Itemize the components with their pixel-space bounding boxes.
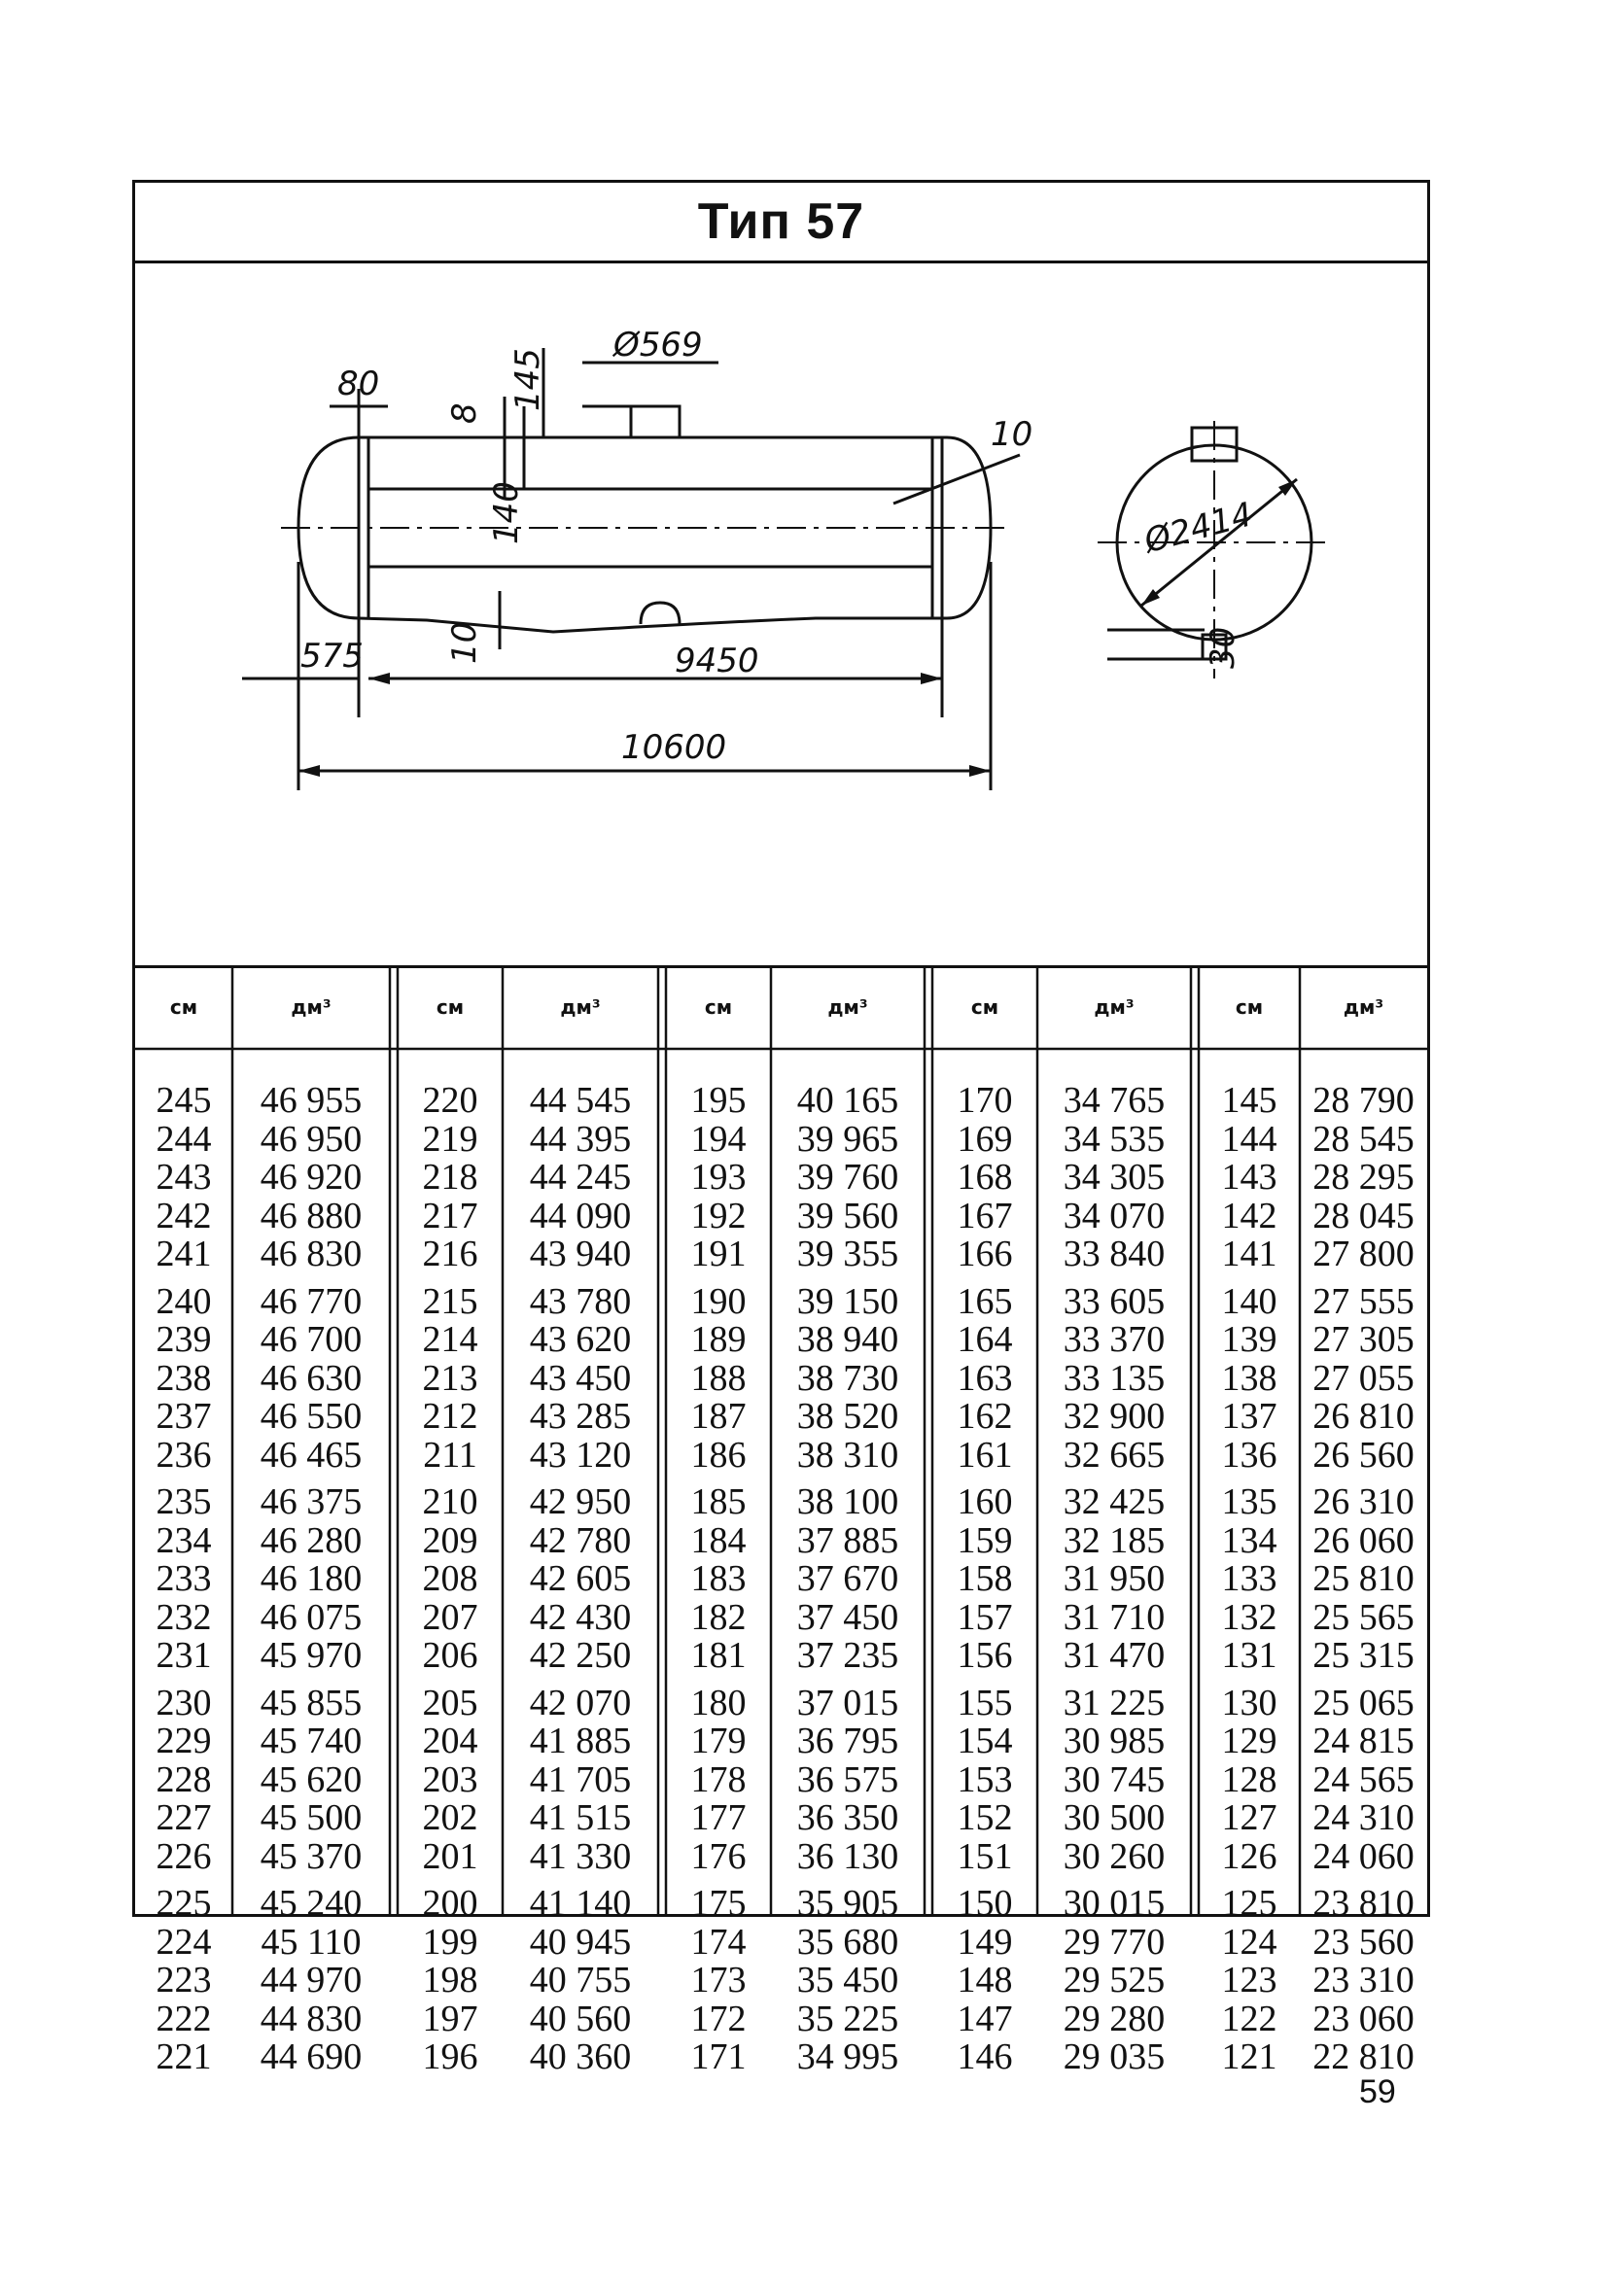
manhole <box>631 406 680 437</box>
volume-cell: 46 630 <box>260 1357 363 1399</box>
height-cell: 203 <box>422 1758 478 1800</box>
height-cell: 136 <box>1221 1434 1277 1476</box>
dim-80: 80 <box>337 365 380 403</box>
volume-cell: 44 245 <box>529 1157 632 1198</box>
height-cell: 174 <box>690 1921 747 1963</box>
volume-cell: 38 940 <box>796 1319 899 1360</box>
volume-cell: 44 970 <box>260 1960 363 2000</box>
dim-manhole-diameter: Ø569 <box>613 326 703 365</box>
height-cell: 171 <box>690 2036 747 2077</box>
height-cell: 195 <box>690 1080 747 1121</box>
height-cell: 198 <box>422 1960 478 2000</box>
height-cell: 192 <box>690 1195 747 1236</box>
height-cell: 126 <box>1221 1835 1277 1877</box>
height-cell: 155 <box>957 1682 1013 1723</box>
column-dm-1 <box>232 1082 390 2086</box>
volume-cell: 35 905 <box>796 1883 899 1924</box>
height-cell: 202 <box>422 1797 478 1838</box>
height-cell: 219 <box>422 1118 478 1160</box>
tank-drawing-svg <box>135 261 1427 965</box>
height-cell: 135 <box>1221 1481 1277 1522</box>
height-cell: 207 <box>422 1596 478 1638</box>
height-cell: 212 <box>422 1396 478 1437</box>
height-cell: 238 <box>156 1357 212 1399</box>
volume-cell: 45 110 <box>261 1921 362 1963</box>
title-row <box>135 183 1427 263</box>
volume-cell: 40 165 <box>796 1080 899 1121</box>
volume-cell: 24 565 <box>1312 1758 1415 1800</box>
height-cell: 133 <box>1221 1558 1277 1599</box>
height-cell: 181 <box>690 1635 747 1676</box>
volume-cell: 42 070 <box>529 1682 632 1723</box>
column-dm-3 <box>771 1082 925 2086</box>
volume-cell: 41 885 <box>529 1721 632 1761</box>
volume-cell: 25 810 <box>1312 1558 1415 1599</box>
height-cell: 163 <box>957 1357 1013 1399</box>
volume-cell: 46 375 <box>260 1481 363 1522</box>
height-cell: 196 <box>422 2036 478 2077</box>
volume-cell: 33 840 <box>1063 1234 1166 1274</box>
page-number: 59 <box>1359 2073 1396 2110</box>
height-cell: 148 <box>957 1960 1013 2000</box>
column-dm-5 <box>1300 1082 1427 2086</box>
height-cell: 223 <box>156 1960 212 2000</box>
height-cell: 232 <box>156 1596 212 1638</box>
volume-cell: 29 280 <box>1063 1998 1166 2039</box>
height-cell: 149 <box>957 1921 1013 1963</box>
height-cell: 209 <box>422 1519 478 1561</box>
volume-cell: 46 465 <box>260 1434 363 1476</box>
volume-cell: 33 135 <box>1063 1357 1166 1399</box>
volume-cell: 29 525 <box>1063 1960 1166 2000</box>
volume-cell: 34 995 <box>796 2036 899 2077</box>
column-cm-4 <box>932 1082 1037 2086</box>
height-cell: 205 <box>422 1682 478 1723</box>
calibration-sheet <box>132 180 1430 2077</box>
volume-cell: 46 280 <box>260 1519 363 1561</box>
height-cell: 190 <box>690 1280 747 1322</box>
volume-cell: 45 740 <box>260 1721 363 1761</box>
volume-cell: 43 450 <box>529 1357 632 1399</box>
height-cell: 161 <box>957 1434 1013 1476</box>
height-cell: 204 <box>422 1721 478 1761</box>
volume-cell: 28 790 <box>1312 1080 1415 1121</box>
volume-cell: 23 060 <box>1312 1998 1415 2039</box>
volume-cell: 42 250 <box>529 1635 632 1676</box>
volume-cell: 38 310 <box>796 1434 899 1476</box>
volume-cell: 43 120 <box>529 1434 632 1476</box>
volume-cell: 36 795 <box>796 1721 899 1761</box>
volume-cell: 34 765 <box>1063 1080 1166 1121</box>
height-cell: 222 <box>156 1998 212 2039</box>
height-cell: 157 <box>957 1596 1013 1638</box>
height-cell: 234 <box>156 1519 212 1561</box>
header-cm-1: см <box>169 995 198 1019</box>
dim-145: 145 <box>508 348 547 411</box>
height-cell: 173 <box>690 1960 747 2000</box>
volume-cell: 26 310 <box>1312 1481 1415 1522</box>
dim-10-top: 10 <box>991 415 1033 454</box>
volume-cell: 39 355 <box>796 1234 899 1274</box>
header-dm-1: дм³ <box>291 995 332 1019</box>
volume-cell: 27 055 <box>1312 1357 1415 1399</box>
volume-cell: 44 545 <box>529 1080 632 1121</box>
volume-cell: 44 690 <box>260 2036 363 2077</box>
volume-cell: 43 780 <box>529 1280 632 1322</box>
tank-drawing <box>135 261 1427 968</box>
height-cell: 197 <box>422 1998 478 2039</box>
volume-cell: 37 670 <box>796 1558 899 1599</box>
height-cell: 242 <box>156 1195 212 1236</box>
height-cell: 158 <box>957 1558 1013 1599</box>
volume-cell: 35 680 <box>796 1921 899 1963</box>
volume-cell: 34 535 <box>1063 1118 1166 1160</box>
height-cell: 169 <box>957 1118 1013 1160</box>
column-dm-4 <box>1037 1082 1191 2086</box>
height-cell: 124 <box>1221 1921 1277 1963</box>
height-cell: 128 <box>1221 1758 1277 1800</box>
volume-cell: 42 430 <box>529 1596 632 1638</box>
height-cell: 139 <box>1221 1319 1277 1360</box>
volume-cell: 37 450 <box>796 1596 899 1638</box>
volume-cell: 26 060 <box>1312 1519 1415 1561</box>
volume-cell: 38 100 <box>796 1481 899 1522</box>
volume-cell: 39 965 <box>796 1118 899 1160</box>
volume-cell: 30 985 <box>1063 1721 1166 1761</box>
volume-cell: 41 705 <box>529 1758 632 1800</box>
volume-cell: 32 900 <box>1063 1396 1166 1437</box>
volume-cell: 32 665 <box>1063 1434 1166 1476</box>
height-cell: 154 <box>957 1721 1013 1761</box>
volume-cell: 46 920 <box>260 1157 363 1198</box>
dim-140: 140 <box>487 481 526 544</box>
height-cell: 221 <box>156 2036 212 2077</box>
volume-cell: 30 260 <box>1063 1835 1166 1877</box>
volume-cell: 28 045 <box>1312 1195 1415 1236</box>
height-cell: 132 <box>1221 1596 1277 1638</box>
height-cell: 228 <box>156 1758 212 1800</box>
volume-cell: 26 810 <box>1312 1396 1415 1437</box>
height-cell: 160 <box>957 1481 1013 1522</box>
height-cell: 140 <box>1221 1280 1277 1322</box>
volume-cell: 44 830 <box>260 1998 363 2039</box>
volume-cell: 42 605 <box>529 1558 632 1599</box>
volume-cell: 43 285 <box>529 1396 632 1437</box>
volume-cell: 42 780 <box>529 1519 632 1561</box>
volume-cell: 31 225 <box>1063 1682 1166 1723</box>
height-cell: 235 <box>156 1481 212 1522</box>
height-cell: 243 <box>156 1157 212 1198</box>
volume-cell: 45 240 <box>260 1883 363 1924</box>
height-cell: 214 <box>422 1319 478 1360</box>
dim-8: 8 <box>445 402 484 424</box>
height-cell: 225 <box>156 1883 212 1924</box>
dim-tank-diameter: Ø2414 <box>1140 495 1257 562</box>
height-cell: 230 <box>156 1682 212 1723</box>
volume-cell: 39 560 <box>796 1195 899 1236</box>
volume-cell: 23 810 <box>1312 1883 1415 1924</box>
volume-cell: 44 395 <box>529 1118 632 1160</box>
height-cell: 215 <box>422 1280 478 1322</box>
volume-cell: 38 520 <box>796 1396 899 1437</box>
volume-cell: 43 940 <box>529 1234 632 1274</box>
height-cell: 245 <box>156 1080 212 1121</box>
volume-cell: 46 075 <box>260 1596 363 1638</box>
height-cell: 153 <box>957 1758 1013 1800</box>
volume-cell: 41 515 <box>529 1797 632 1838</box>
volume-cell: 40 560 <box>529 1998 632 2039</box>
volume-cell: 28 295 <box>1312 1157 1415 1198</box>
height-cell: 241 <box>156 1234 212 1274</box>
height-cell: 227 <box>156 1797 212 1838</box>
height-cell: 141 <box>1221 1234 1277 1274</box>
height-cell: 182 <box>690 1596 747 1638</box>
volume-cell: 25 565 <box>1312 1596 1415 1638</box>
height-cell: 186 <box>690 1434 747 1476</box>
volume-cell: 24 815 <box>1312 1721 1415 1761</box>
header-dm-5: дм³ <box>1343 995 1384 1019</box>
height-cell: 123 <box>1221 1960 1277 2000</box>
volume-cell: 45 620 <box>260 1758 363 1800</box>
height-cell: 210 <box>422 1481 478 1522</box>
volume-cell: 38 730 <box>796 1357 899 1399</box>
dim-9450: 9450 <box>675 642 759 680</box>
height-cell: 162 <box>957 1396 1013 1437</box>
header-cm-3: см <box>704 995 733 1019</box>
height-cell: 137 <box>1221 1396 1277 1437</box>
height-cell: 145 <box>1221 1080 1277 1121</box>
height-cell: 184 <box>690 1519 747 1561</box>
height-cell: 237 <box>156 1396 212 1437</box>
height-cell: 151 <box>957 1835 1013 1877</box>
header-cm-2: см <box>436 995 465 1019</box>
volume-cell: 41 330 <box>529 1835 632 1877</box>
volume-cell: 46 700 <box>260 1319 363 1360</box>
height-cell: 211 <box>423 1434 477 1476</box>
height-cell: 176 <box>690 1835 747 1877</box>
sump <box>641 603 680 624</box>
height-cell: 178 <box>690 1758 747 1800</box>
calibration-table <box>135 965 1427 2077</box>
volume-cell: 27 800 <box>1312 1234 1415 1274</box>
volume-cell: 33 605 <box>1063 1280 1166 1322</box>
column-cm-1 <box>135 1082 232 2086</box>
volume-cell: 39 760 <box>796 1157 899 1198</box>
height-cell: 165 <box>957 1280 1013 1322</box>
height-cell: 220 <box>422 1080 478 1121</box>
volume-cell: 31 710 <box>1063 1596 1166 1638</box>
height-cell: 189 <box>690 1319 747 1360</box>
height-cell: 177 <box>690 1797 747 1838</box>
height-cell: 224 <box>156 1921 212 1963</box>
column-cm-5 <box>1199 1082 1300 2086</box>
volume-cell: 39 150 <box>796 1280 899 1322</box>
height-cell: 180 <box>690 1682 747 1723</box>
height-cell: 166 <box>957 1234 1013 1274</box>
height-cell: 183 <box>690 1558 747 1599</box>
volume-cell: 32 185 <box>1063 1519 1166 1561</box>
height-cell: 179 <box>690 1721 747 1761</box>
volume-cell: 25 315 <box>1312 1635 1415 1676</box>
height-cell: 156 <box>957 1635 1013 1676</box>
volume-cell: 25 065 <box>1312 1682 1415 1723</box>
height-cell: 130 <box>1221 1682 1277 1723</box>
height-cell: 150 <box>957 1883 1013 1924</box>
height-cell: 142 <box>1221 1195 1277 1236</box>
volume-cell: 46 955 <box>260 1080 363 1121</box>
volume-cell: 23 310 <box>1312 1960 1415 2000</box>
volume-cell: 45 855 <box>260 1682 363 1723</box>
dim-575: 575 <box>300 637 364 676</box>
volume-cell: 46 180 <box>260 1558 363 1599</box>
volume-cell: 34 070 <box>1063 1195 1166 1236</box>
height-cell: 217 <box>422 1195 478 1236</box>
dim-10-bottom: 10 <box>445 621 484 664</box>
volume-cell: 46 880 <box>260 1195 363 1236</box>
volume-cell: 30 745 <box>1063 1758 1166 1800</box>
volume-cell: 27 555 <box>1312 1280 1415 1322</box>
height-cell: 125 <box>1221 1883 1277 1924</box>
volume-cell: 32 425 <box>1063 1481 1166 1522</box>
height-cell: 191 <box>690 1234 747 1274</box>
volume-cell: 36 350 <box>796 1797 899 1838</box>
height-cell: 147 <box>957 1998 1013 2039</box>
dim-10600: 10600 <box>621 728 727 767</box>
volume-cell: 23 560 <box>1312 1921 1415 1963</box>
height-cell: 193 <box>690 1157 747 1198</box>
volume-cell: 36 130 <box>796 1835 899 1877</box>
volume-cell: 29 770 <box>1063 1921 1166 1963</box>
volume-cell: 31 470 <box>1063 1635 1166 1676</box>
dim-30: 30 <box>1204 626 1242 669</box>
height-cell: 213 <box>422 1357 478 1399</box>
height-cell: 206 <box>422 1635 478 1676</box>
volume-cell: 24 060 <box>1312 1835 1415 1877</box>
height-cell: 129 <box>1221 1721 1277 1761</box>
height-cell: 172 <box>690 1998 747 2039</box>
page-title: Тип 57 <box>697 193 865 250</box>
height-cell: 208 <box>422 1558 478 1599</box>
volume-cell: 29 035 <box>1063 2036 1166 2077</box>
height-cell: 152 <box>957 1797 1013 1838</box>
height-cell: 138 <box>1221 1357 1277 1399</box>
height-cell: 199 <box>422 1921 478 1963</box>
volume-cell: 40 360 <box>529 2036 632 2077</box>
height-cell: 143 <box>1221 1157 1277 1198</box>
volume-cell: 37 885 <box>796 1519 899 1561</box>
height-cell: 236 <box>156 1434 212 1476</box>
height-cell: 229 <box>156 1721 212 1761</box>
height-cell: 121 <box>1221 2036 1277 2077</box>
height-cell: 233 <box>156 1558 212 1599</box>
header-dm-3: дм³ <box>827 995 868 1019</box>
volume-cell: 46 950 <box>260 1118 363 1160</box>
height-cell: 231 <box>156 1635 212 1676</box>
volume-cell: 45 970 <box>260 1635 363 1676</box>
header-cm-4: см <box>970 995 999 1019</box>
volume-cell: 42 950 <box>529 1481 632 1522</box>
volume-cell: 40 945 <box>529 1921 632 1963</box>
height-cell: 170 <box>957 1080 1013 1121</box>
volume-cell: 44 090 <box>529 1195 632 1236</box>
height-cell: 122 <box>1221 1998 1277 2039</box>
height-cell: 185 <box>690 1481 747 1522</box>
height-cell: 167 <box>957 1195 1013 1236</box>
volume-cell: 30 015 <box>1063 1883 1166 1924</box>
height-cell: 127 <box>1221 1797 1277 1838</box>
volume-cell: 46 830 <box>260 1234 363 1274</box>
volume-cell: 40 755 <box>529 1960 632 2000</box>
height-cell: 175 <box>690 1883 747 1924</box>
volume-cell: 45 370 <box>260 1835 363 1877</box>
volume-cell: 30 500 <box>1063 1797 1166 1838</box>
volume-cell: 28 545 <box>1312 1118 1415 1160</box>
volume-cell: 31 950 <box>1063 1558 1166 1599</box>
height-cell: 134 <box>1221 1519 1277 1561</box>
height-cell: 188 <box>690 1357 747 1399</box>
volume-cell: 24 310 <box>1312 1797 1415 1838</box>
volume-cell: 33 370 <box>1063 1319 1166 1360</box>
height-cell: 131 <box>1221 1635 1277 1676</box>
volume-cell: 45 500 <box>260 1797 363 1838</box>
column-dm-2 <box>503 1082 658 2086</box>
header-dm-2: дм³ <box>560 995 601 1019</box>
height-cell: 226 <box>156 1835 212 1877</box>
column-cm-2 <box>398 1082 503 2086</box>
volume-cell: 43 620 <box>529 1319 632 1360</box>
volume-cell: 46 550 <box>260 1396 363 1437</box>
volume-cell: 35 225 <box>796 1998 899 2039</box>
column-cm-3 <box>666 1082 771 2086</box>
height-cell: 216 <box>422 1234 478 1274</box>
height-cell: 239 <box>156 1319 212 1360</box>
header-cm-5: см <box>1235 995 1264 1019</box>
volume-cell: 22 810 <box>1312 2036 1415 2077</box>
volume-cell: 36 575 <box>796 1758 899 1800</box>
volume-cell: 41 140 <box>529 1883 632 1924</box>
height-cell: 168 <box>957 1157 1013 1198</box>
height-cell: 218 <box>422 1157 478 1198</box>
height-cell: 200 <box>422 1883 478 1924</box>
height-cell: 146 <box>957 2036 1013 2077</box>
volume-cell: 34 305 <box>1063 1157 1166 1198</box>
height-cell: 240 <box>156 1280 212 1322</box>
height-cell: 201 <box>422 1835 478 1877</box>
volume-cell: 27 305 <box>1312 1319 1415 1360</box>
volume-cell: 26 560 <box>1312 1434 1415 1476</box>
height-cell: 187 <box>690 1396 747 1437</box>
volume-cell: 37 015 <box>796 1682 899 1723</box>
height-cell: 244 <box>156 1118 212 1160</box>
header-dm-4: дм³ <box>1094 995 1135 1019</box>
volume-cell: 46 770 <box>260 1280 363 1322</box>
volume-cell: 35 450 <box>796 1960 899 2000</box>
volume-cell: 37 235 <box>796 1635 899 1676</box>
tank-side-outline <box>298 437 991 632</box>
height-cell: 159 <box>957 1519 1013 1561</box>
height-cell: 164 <box>957 1319 1013 1360</box>
height-cell: 144 <box>1221 1118 1277 1160</box>
height-cell: 194 <box>690 1118 747 1160</box>
